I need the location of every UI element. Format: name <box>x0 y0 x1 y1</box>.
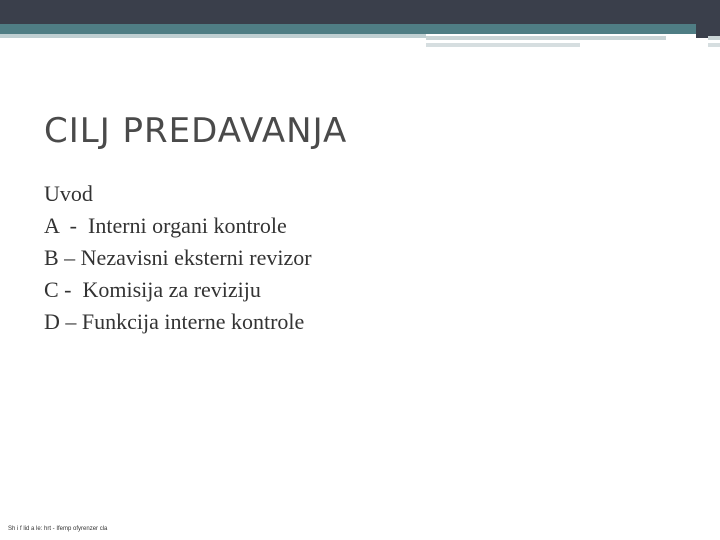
list-item: C - Komisija za reviziju <box>44 277 261 302</box>
slide-title: CILJ PREDAVANJA <box>44 111 348 151</box>
header-stripe <box>708 36 720 40</box>
header-bar-corner <box>696 0 720 38</box>
header-bar-dark <box>0 0 720 24</box>
header-stripe <box>426 43 580 47</box>
list-item: D – Funkcija interne kontrole <box>44 309 305 334</box>
slide-footer: Sh i f lid a le: hrt - Ifemp ofyrenzer cla <box>8 526 108 532</box>
list-item: Uvod <box>44 181 93 206</box>
list-item: B – Nezavisni eksterni revizor <box>44 245 312 270</box>
header-bar-teal <box>0 24 720 34</box>
header-stripe <box>426 36 666 40</box>
list-item: A - Interni organi kontrole <box>44 213 287 238</box>
content-list <box>44 178 312 338</box>
header-stripe <box>0 34 426 38</box>
header-stripe <box>708 43 720 47</box>
